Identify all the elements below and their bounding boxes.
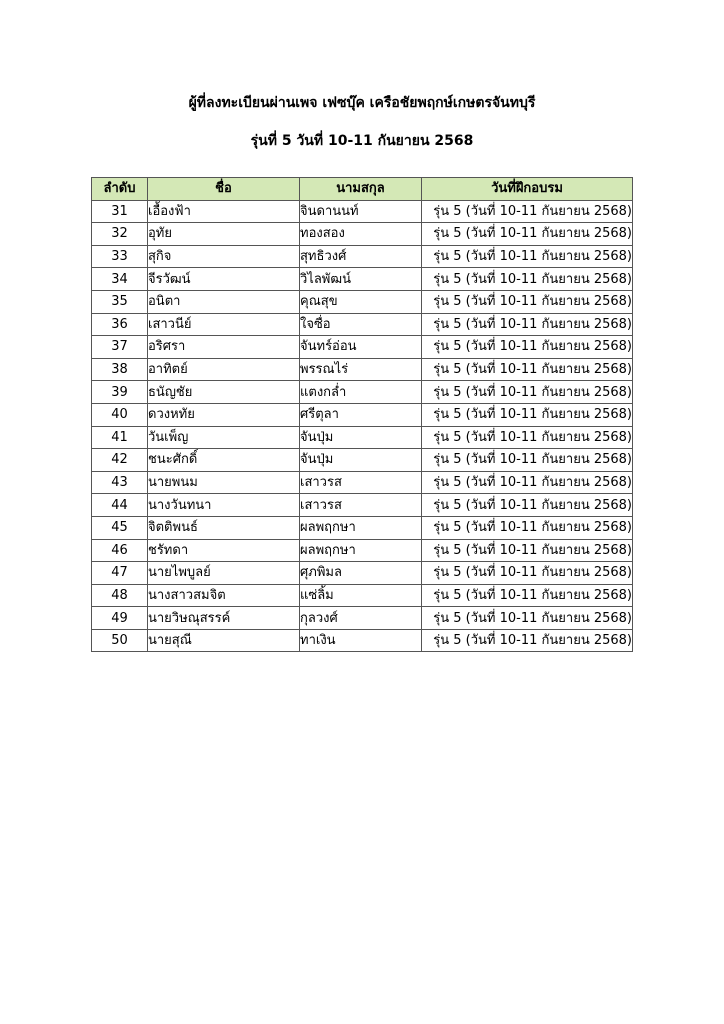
cell-first-name: อนิตา — [148, 290, 300, 313]
cell-order: 34 — [92, 268, 148, 291]
cell-order: 50 — [92, 629, 148, 652]
cell-first-name: สุกิจ — [148, 245, 300, 268]
cell-last-name: วิไลพัฒน์ — [300, 268, 422, 291]
cell-order: 39 — [92, 381, 148, 404]
cell-training-date: รุ่น 5 (วันที่ 10-11 กันยายน 2568) — [422, 358, 633, 381]
header-training-date: วันที่ฝึกอบรม — [422, 178, 633, 201]
cell-training-date: รุ่น 5 (วันที่ 10-11 กันยายน 2568) — [422, 313, 633, 336]
cell-training-date: รุ่น 5 (วันที่ 10-11 กันยายน 2568) — [422, 539, 633, 562]
cell-last-name: ผลพฤกษา — [300, 516, 422, 539]
cell-first-name: จิตติพนธ์ — [148, 516, 300, 539]
cell-order: 41 — [92, 426, 148, 449]
table-row — [92, 200, 633, 223]
cell-first-name: ธนัญชัย — [148, 381, 300, 404]
cell-order: 45 — [92, 516, 148, 539]
table-row — [92, 494, 633, 517]
document-subtitle: รุ่นที่ 5 วันที่ 10-11 กันยายน 2568 — [250, 133, 474, 149]
cell-first-name: อริศรา — [148, 336, 300, 359]
cell-first-name: อาทิตย์ — [148, 358, 300, 381]
cell-last-name: พรรณไร่ — [300, 358, 422, 381]
cell-order: 44 — [92, 494, 148, 517]
cell-last-name: ทองสอง — [300, 223, 422, 246]
cell-first-name: เอื้องฟ้า — [148, 200, 300, 223]
cell-last-name: จันทร์อ่อน — [300, 336, 422, 359]
cell-last-name: จินดานนท์ — [300, 200, 422, 223]
cell-first-name: ดวงหทัย — [148, 403, 300, 426]
cell-last-name: ศรีตุลา — [300, 403, 422, 426]
cell-first-name: ชนะศักดิ์ — [148, 449, 300, 472]
cell-training-date: รุ่น 5 (วันที่ 10-11 กันยายน 2568) — [422, 607, 633, 630]
table-row — [92, 584, 633, 607]
cell-first-name: อุทัย — [148, 223, 300, 246]
table-row — [92, 313, 633, 336]
cell-last-name: แตงกล่ำ — [300, 381, 422, 404]
cell-training-date: รุ่น 5 (วันที่ 10-11 กันยายน 2568) — [422, 584, 633, 607]
cell-first-name: จีรวัฒน์ — [148, 268, 300, 291]
table-row — [92, 449, 633, 472]
cell-last-name: เสาวรส — [300, 494, 422, 517]
table-row — [92, 268, 633, 291]
cell-first-name: นายพนม — [148, 471, 300, 494]
cell-first-name: นางสาวสมจิต — [148, 584, 300, 607]
table-row — [92, 539, 633, 562]
cell-last-name: ศุภพิมล — [300, 562, 422, 585]
table-row — [92, 629, 633, 652]
cell-training-date: รุ่น 5 (วันที่ 10-11 กันยายน 2568) — [422, 629, 633, 652]
cell-training-date: รุ่น 5 (วันที่ 10-11 กันยายน 2568) — [422, 200, 633, 223]
cell-order: 37 — [92, 336, 148, 359]
cell-training-date: รุ่น 5 (วันที่ 10-11 กันยายน 2568) — [422, 268, 633, 291]
cell-training-date: รุ่น 5 (วันที่ 10-11 กันยายน 2568) — [422, 381, 633, 404]
cell-order: 33 — [92, 245, 148, 268]
header-first-name: ชื่อ — [148, 178, 300, 201]
cell-last-name: สุทธิวงศ์ — [300, 245, 422, 268]
cell-last-name: เสาวรส — [300, 471, 422, 494]
cell-training-date: รุ่น 5 (วันที่ 10-11 กันยายน 2568) — [422, 245, 633, 268]
table-row — [92, 336, 633, 359]
cell-training-date: รุ่น 5 (วันที่ 10-11 กันยายน 2568) — [422, 223, 633, 246]
cell-first-name: นายไพบูลย์ — [148, 562, 300, 585]
cell-order: 46 — [92, 539, 148, 562]
cell-last-name: แซ่ลิ้ม — [300, 584, 422, 607]
cell-training-date: รุ่น 5 (วันที่ 10-11 กันยายน 2568) — [422, 426, 633, 449]
cell-order: 36 — [92, 313, 148, 336]
cell-order: 31 — [92, 200, 148, 223]
cell-last-name: จันปุ่ม — [300, 449, 422, 472]
table-header-row — [92, 178, 633, 201]
registrant-table — [91, 177, 633, 652]
cell-last-name: ทาเงิน — [300, 629, 422, 652]
cell-order: 48 — [92, 584, 148, 607]
cell-training-date: รุ่น 5 (วันที่ 10-11 กันยายน 2568) — [422, 494, 633, 517]
header-order: ลำดับ — [92, 178, 148, 201]
table-row — [92, 426, 633, 449]
cell-training-date: รุ่น 5 (วันที่ 10-11 กันยายน 2568) — [422, 562, 633, 585]
cell-first-name: นางวันทนา — [148, 494, 300, 517]
cell-training-date: รุ่น 5 (วันที่ 10-11 กันยายน 2568) — [422, 336, 633, 359]
table-row — [92, 607, 633, 630]
cell-last-name: ใจซื่อ — [300, 313, 422, 336]
cell-order: 40 — [92, 403, 148, 426]
document-title: ผู้ที่ลงทะเบียนผ่านเพจ เฟซบุ๊ค เครือชัยพฤกษ์เกษตรจันทบุรี — [188, 95, 536, 111]
table-row — [92, 223, 633, 246]
cell-training-date: รุ่น 5 (วันที่ 10-11 กันยายน 2568) — [422, 471, 633, 494]
table-row — [92, 245, 633, 268]
cell-order: 43 — [92, 471, 148, 494]
table-row — [92, 358, 633, 381]
table-row — [92, 562, 633, 585]
cell-first-name: นายสุณี — [148, 629, 300, 652]
cell-last-name: จันปุ่ม — [300, 426, 422, 449]
cell-first-name: นายวิษณุสรรค์ — [148, 607, 300, 630]
cell-training-date: รุ่น 5 (วันที่ 10-11 กันยายน 2568) — [422, 516, 633, 539]
cell-first-name: ชรัทดา — [148, 539, 300, 562]
header-last-name: นามสกุล — [300, 178, 422, 201]
cell-last-name: คุณสุข — [300, 290, 422, 313]
table-row — [92, 516, 633, 539]
cell-first-name: วันเพ็ญ — [148, 426, 300, 449]
table-row — [92, 403, 633, 426]
table-row — [92, 471, 633, 494]
cell-order: 47 — [92, 562, 148, 585]
cell-training-date: รุ่น 5 (วันที่ 10-11 กันยายน 2568) — [422, 290, 633, 313]
cell-order: 42 — [92, 449, 148, 472]
cell-first-name: เสาวนีย์ — [148, 313, 300, 336]
table-row — [92, 381, 633, 404]
cell-order: 38 — [92, 358, 148, 381]
cell-order: 49 — [92, 607, 148, 630]
cell-order: 32 — [92, 223, 148, 246]
table-row — [92, 290, 633, 313]
cell-training-date: รุ่น 5 (วันที่ 10-11 กันยายน 2568) — [422, 403, 633, 426]
cell-last-name: ผลพฤกษา — [300, 539, 422, 562]
cell-training-date: รุ่น 5 (วันที่ 10-11 กันยายน 2568) — [422, 449, 633, 472]
cell-order: 35 — [92, 290, 148, 313]
cell-last-name: กุลวงศ์ — [300, 607, 422, 630]
